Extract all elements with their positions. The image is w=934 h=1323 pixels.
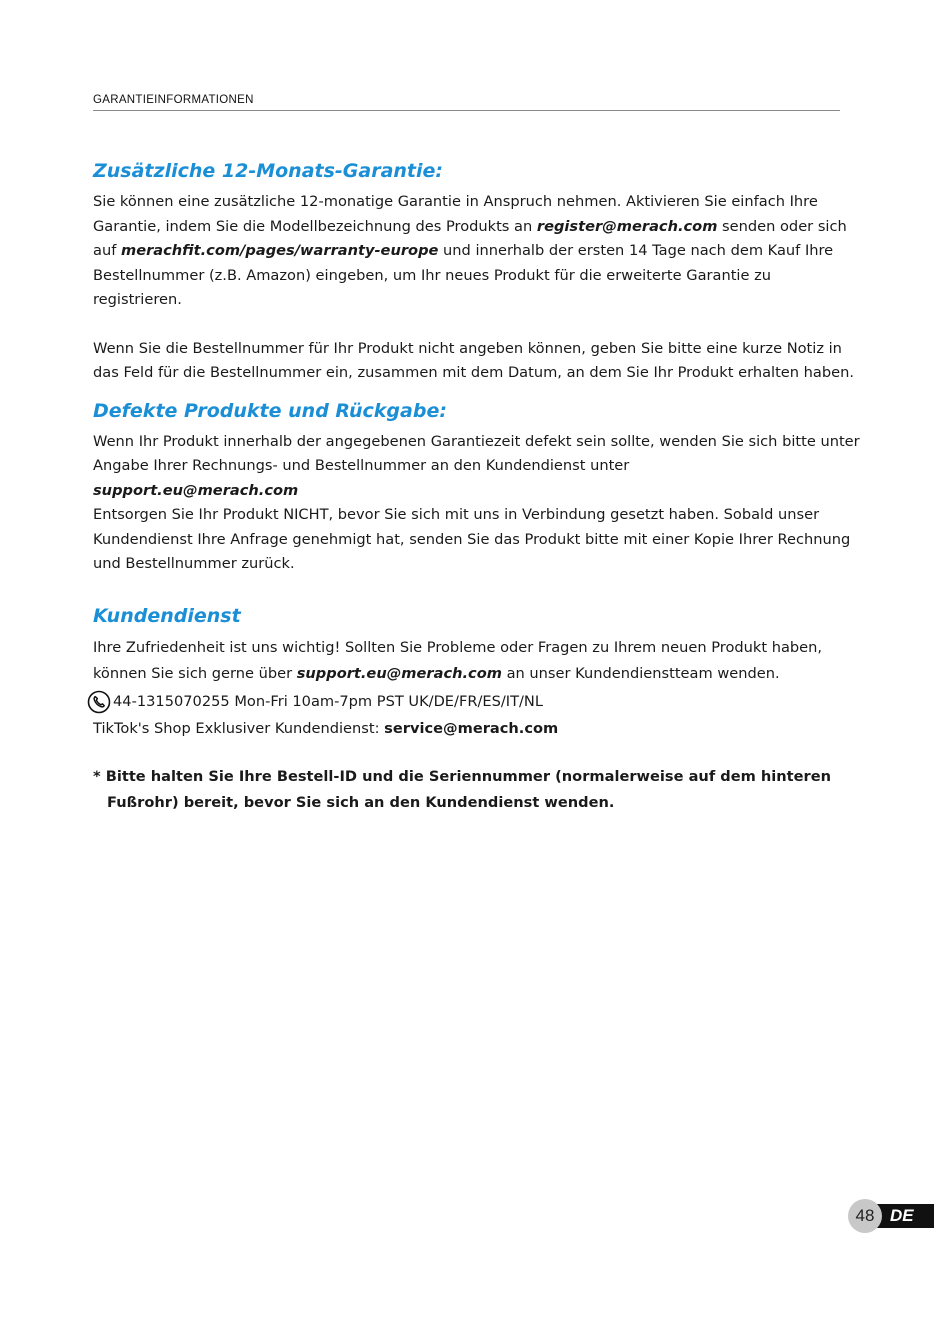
warranty-url-link[interactable]: merachfit.com/pages/warranty-europe (120, 242, 439, 259)
section-heading-customer-service: Kundendienst (93, 604, 241, 627)
register-email-link[interactable]: register@merach.com (536, 217, 718, 235)
paragraph-defect-contact: Wenn Ihr Produkt innerhalb der angegebenen Garantiezeit defekt sein sollte, wenden Sie sich bitte unter Angabe Ihrer Rechnungs- und Bestellnummer an den Kundendienst unter (93, 432, 860, 474)
phone-icon (87, 690, 111, 714)
text-fragment: Ihre Zufriedenheit ist uns wichtig! Sollten Sie Probleme oder Fragen zu Ihrem neuen Produkt haben, können Sie sich gerne über (93, 638, 823, 682)
paragraph-satisfaction (93, 635, 863, 688)
main-content (93, 156, 863, 816)
section-heading-extended-warranty: Zusätzliche 12-Monats-Garantie: (93, 160, 444, 182)
tiktok-label: TikTok's Shop Exklusiver Kundendienst: (93, 719, 385, 737)
page-number: 48 (848, 1199, 882, 1233)
paragraph-order-number-note: Wenn Sie die Bestellnummer für Ihr Produkt nicht angeben können, geben Sie bitte eine kurze Notiz in das Feld für die Bestellnummer ein, zusammen mit dem Datum, an dem Sie Ihr Produkt erhalten haben. (93, 339, 854, 381)
section-customer-service (93, 601, 863, 743)
text-fragment: Sie können eine zusätzliche 12-monatige Garantie in Anspruch nehmen. Aktivieren Sie einfach Ihre Garantie, indem Sie die Modellbezeichnung des Produkts an (93, 193, 818, 235)
paragraph-warranty-activation (93, 190, 863, 313)
support-email-link[interactable]: support.eu@merach.com (93, 481, 299, 499)
phone-number-hours: 44-1315070255 Mon-Fri 10am-7pm PST UK/DE/FR/ES/IT/NL (113, 692, 543, 710)
footnote (93, 764, 863, 816)
text-fragment: senden oder sich auf (93, 217, 847, 259)
support-email-link-inline[interactable]: support.eu@merach.com (296, 665, 502, 682)
language-tab: DE (866, 1204, 934, 1228)
spacer (93, 577, 863, 601)
section-extended-warranty (93, 156, 863, 386)
tiktok-support-line (93, 716, 863, 743)
tiktok-email-link[interactable]: service@merach.com (384, 719, 559, 737)
phone-row (87, 688, 863, 716)
text-fragment: an unser Kundendienstteam wenden. (501, 665, 780, 682)
spacer (93, 386, 863, 396)
section-defects-returns (93, 396, 863, 577)
paragraph-return-instructions: Entsorgen Sie Ihr Produkt NICHT, bevor Sie sich mit uns in Verbindung gesetzt haben. Sobald unser Kundendienst Ihre Anfrage genehmigt hat, senden Sie das Produkt bitte mit einer Kopie Ihrer Rechnung und Bestellnummer zurück. (93, 506, 851, 572)
text-fragment: und innerhalb der ersten 14 Tage nach dem Kauf Ihre Bestellnummer (z.B. Amazon) eingeben, um Ihr neues Produkt für die erweiterte Garantie zu registrieren. (93, 242, 834, 308)
spacer (93, 313, 863, 337)
footnote-line-1: * Bitte halten Sie Ihre Bestell-ID und die Seriennummer (normalerweise auf dem hinteren (93, 768, 832, 785)
footnote-line-2: Fußrohr) bereit, bevor Sie sich an den Kundendienst wenden. (107, 794, 615, 811)
section-heading-defects-returns: Defekte Produkte und Rückgabe: (93, 399, 447, 422)
page-header: GARANTIEINFORMATIONEN (93, 94, 840, 111)
